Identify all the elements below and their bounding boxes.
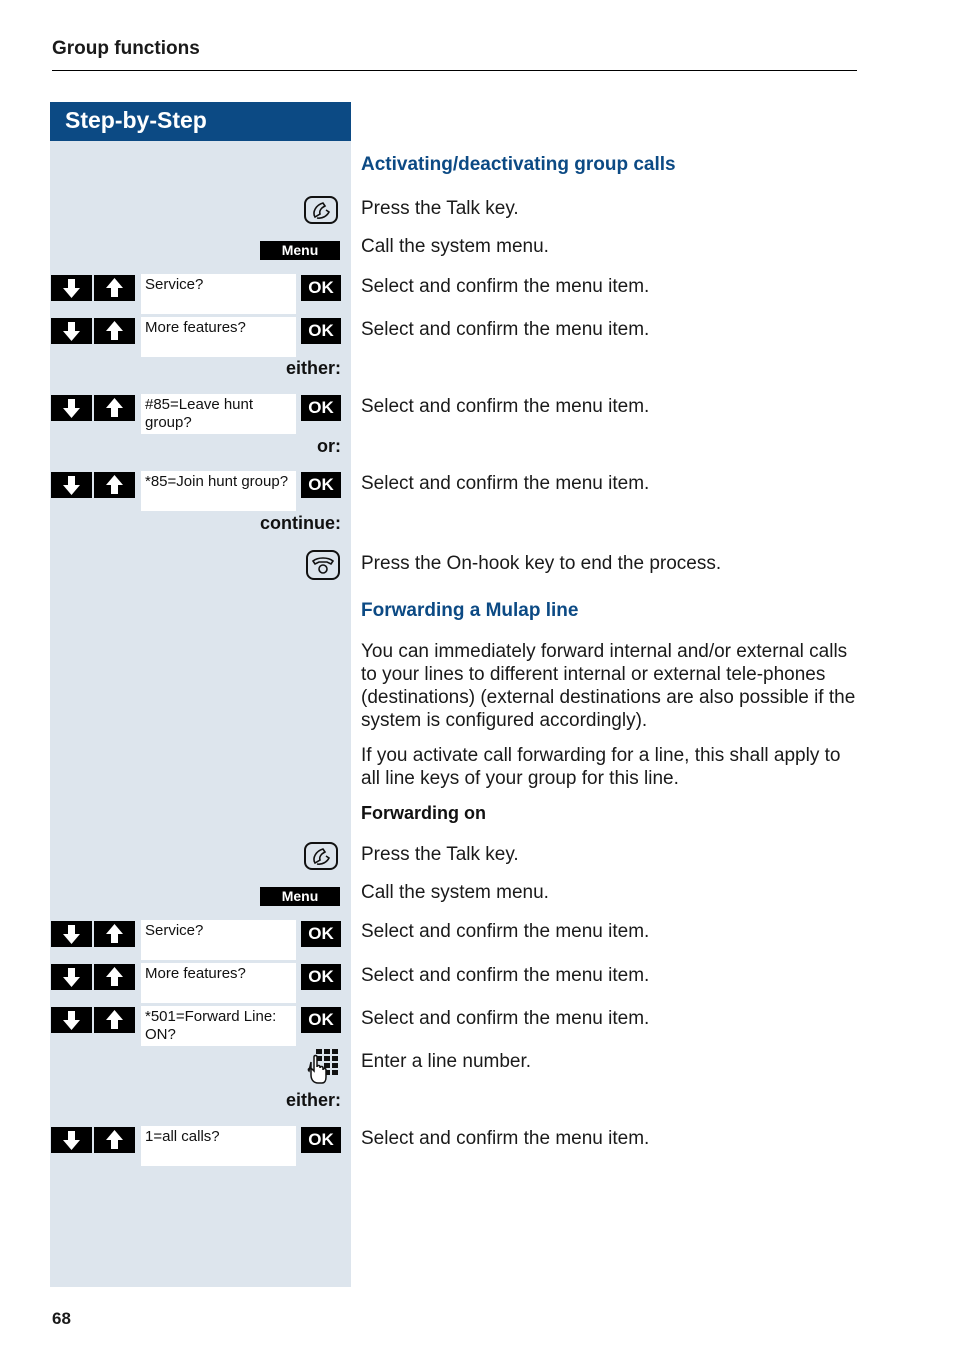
display-all-calls: 1=all calls? bbox=[141, 1126, 296, 1166]
step-select-desc: Select and confirm the menu item. bbox=[361, 473, 650, 494]
control-either: either: bbox=[285, 1090, 341, 1110]
talk-key-icon bbox=[304, 842, 338, 870]
arrow-up-icon[interactable] bbox=[94, 1127, 135, 1153]
arrow-down-icon[interactable] bbox=[51, 318, 92, 344]
arrow-down-icon[interactable] bbox=[51, 1127, 92, 1153]
subheading-forwarding-on: Forwarding on bbox=[361, 803, 486, 823]
display-more-features: More features? bbox=[141, 317, 296, 357]
ok-key[interactable]: OK bbox=[301, 964, 341, 990]
step-select-desc: Select and confirm the menu item. bbox=[361, 276, 650, 297]
step-menu-desc: Call the system menu. bbox=[361, 236, 549, 257]
step-select-desc: Select and confirm the menu item. bbox=[361, 921, 650, 942]
nav-keys bbox=[51, 964, 136, 990]
arrow-down-icon[interactable] bbox=[51, 395, 92, 421]
ok-key[interactable]: OK bbox=[301, 1127, 341, 1153]
step-select-desc: Select and confirm the menu item. bbox=[361, 319, 650, 340]
step-talk-desc: Press the Talk key. bbox=[361, 198, 519, 219]
arrow-down-icon[interactable] bbox=[51, 1007, 92, 1033]
nav-keys bbox=[51, 275, 136, 301]
display-service: Service? bbox=[141, 920, 296, 960]
arrow-down-icon[interactable] bbox=[51, 964, 92, 990]
step-onhook-desc: Press the On-hook key to end the process. bbox=[361, 553, 722, 574]
menu-key[interactable]: Menu bbox=[260, 241, 340, 260]
display-forward-line: *501=Forward Line: ON? bbox=[141, 1006, 296, 1046]
step-menu-desc: Call the system menu. bbox=[361, 882, 549, 903]
section-title-group-calls: Activating/deactivating group calls bbox=[361, 154, 676, 175]
arrow-up-icon[interactable] bbox=[94, 1007, 135, 1033]
arrow-up-icon[interactable] bbox=[94, 921, 135, 947]
arrow-up-icon[interactable] bbox=[94, 318, 135, 344]
step-line-number-desc: Enter a line number. bbox=[361, 1051, 532, 1072]
control-either: either: bbox=[285, 358, 341, 378]
nav-keys bbox=[51, 921, 136, 947]
nav-keys bbox=[51, 1007, 136, 1033]
arrow-down-icon[interactable] bbox=[51, 921, 92, 947]
ok-key[interactable]: OK bbox=[301, 275, 341, 301]
step-by-step-title: Step-by-Step bbox=[65, 107, 207, 133]
display-leave-hunt-group: #85=Leave hunt group? bbox=[141, 394, 296, 434]
on-hook-key-icon bbox=[306, 550, 340, 580]
menu-key[interactable]: Menu bbox=[260, 887, 340, 906]
ok-key[interactable]: OK bbox=[301, 472, 341, 498]
display-join-hunt-group: *85=Join hunt group? bbox=[141, 471, 296, 511]
page-number: 68 bbox=[52, 1309, 71, 1328]
step-select-desc: Select and confirm the menu item. bbox=[361, 965, 650, 986]
display-more-features: More features? bbox=[141, 963, 296, 1003]
ok-key[interactable]: OK bbox=[301, 921, 341, 947]
nav-keys bbox=[51, 395, 136, 421]
control-continue: continue: bbox=[260, 513, 341, 533]
keypad-icon bbox=[306, 1048, 340, 1084]
ok-key[interactable]: OK bbox=[301, 318, 341, 344]
display-service: Service? bbox=[141, 274, 296, 314]
step-select-desc: Select and confirm the menu item. bbox=[361, 1128, 650, 1149]
section-title-forwarding: Forwarding a Mulap line bbox=[361, 600, 579, 621]
nav-keys bbox=[51, 472, 136, 498]
arrow-up-icon[interactable] bbox=[94, 275, 135, 301]
paragraph-forwarding-intro: You can immediately forward internal and/or external calls to your lines to different internal or external tele-phones (destinations) (external destinations are also possible if the system is configured accordingly). bbox=[361, 641, 856, 731]
step-by-step-header bbox=[50, 102, 351, 141]
step-select-desc: Select and confirm the menu item. bbox=[361, 1008, 650, 1029]
nav-keys bbox=[51, 1127, 136, 1153]
arrow-up-icon[interactable] bbox=[94, 964, 135, 990]
step-select-desc: Select and confirm the menu item. bbox=[361, 396, 650, 417]
arrow-down-icon[interactable] bbox=[51, 472, 92, 498]
page-header-title: Group functions bbox=[52, 38, 200, 59]
arrow-up-icon[interactable] bbox=[94, 395, 135, 421]
ok-key[interactable]: OK bbox=[301, 1007, 341, 1033]
header-rule bbox=[52, 70, 857, 71]
arrow-up-icon[interactable] bbox=[94, 472, 135, 498]
arrow-down-icon[interactable] bbox=[51, 275, 92, 301]
control-or: or: bbox=[317, 436, 341, 456]
ok-key[interactable]: OK bbox=[301, 395, 341, 421]
talk-key-icon bbox=[304, 196, 338, 224]
nav-keys bbox=[51, 318, 136, 344]
paragraph-forwarding-apply: If you activate call forwarding for a line, this shall apply to all line keys of your group for this line. bbox=[361, 745, 841, 789]
step-talk-desc: Press the Talk key. bbox=[361, 844, 519, 865]
